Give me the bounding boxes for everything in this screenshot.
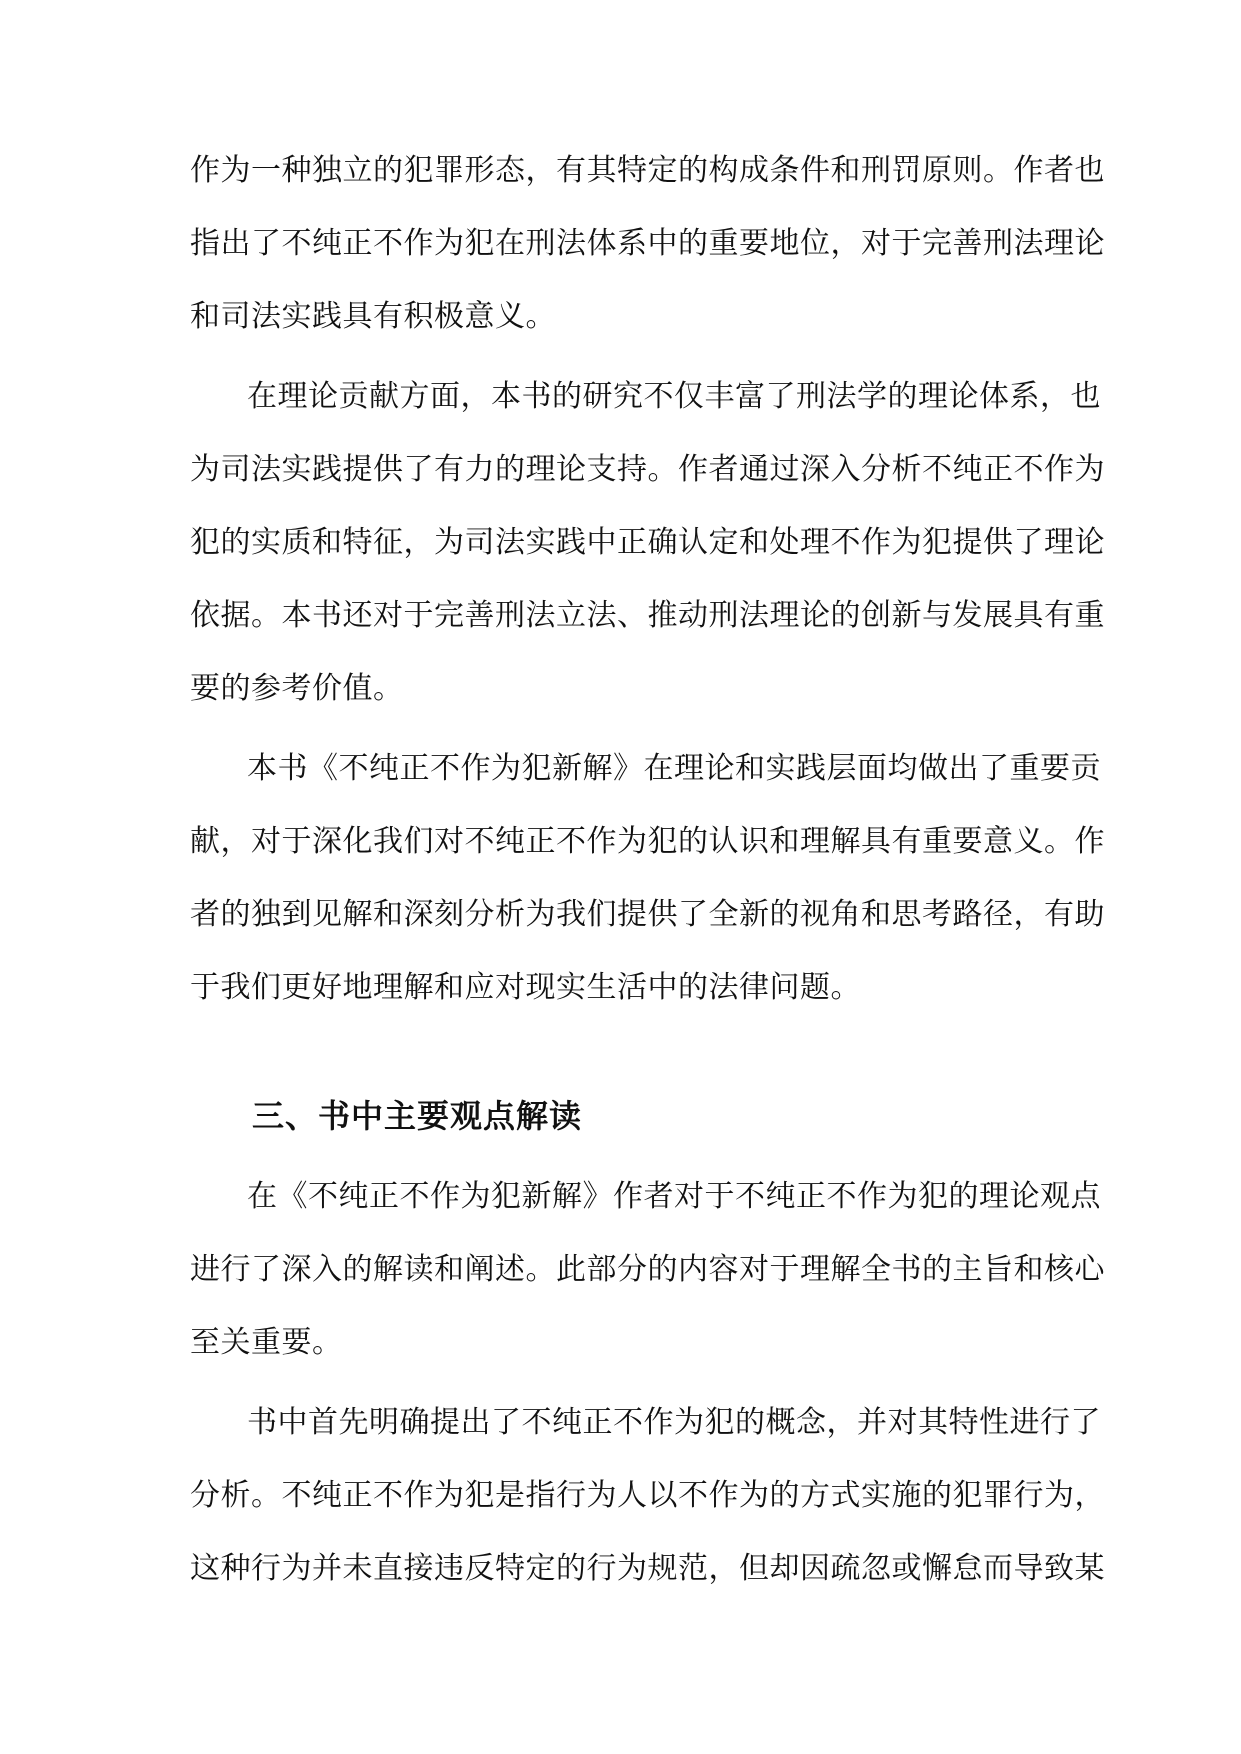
paragraph-5-line-1: 书中首先明确提出了不纯正不作为犯的概念，并对其特性进行了 (247, 1405, 1101, 1440)
paragraph-3-line-1: 本书《不纯正不作为犯新解》在理论和实践层面均做出了重要贡 (247, 751, 1101, 786)
paragraph-5-line-2: 分析。不纯正不作为犯是指行为人以不作为的方式实施的犯罪行为， (190, 1478, 1105, 1513)
paragraph-5-line-3: 这种行为并未直接违反特定的行为规范，但却因疏忽或懈怠而导致某 (190, 1551, 1105, 1586)
paragraph-2-line-4: 依据。本书还对于完善刑法立法、推动刑法理论的创新与发展具有重 (190, 598, 1105, 633)
paragraph-2-line-5: 要的参考价值。 (190, 671, 404, 706)
paragraph-2-line-3: 犯的实质和特征，为司法实践中正确认定和处理不作为犯提供了理论 (190, 525, 1105, 560)
paragraph-1-line-2: 指出了不纯正不作为犯在刑法体系中的重要地位，对于完善刑法理论 (190, 226, 1105, 261)
paragraph-1-line-3: 和司法实践具有积极意义。 (190, 299, 556, 334)
paragraph-4-line-2: 进行了深入的解读和阐述。此部分的内容对于理解全书的主旨和核心 (190, 1252, 1105, 1287)
section-heading: 三、书中主要观点解读 (252, 1097, 583, 1135)
paragraph-2-line-1: 在理论贡献方面，本书的研究不仅丰富了刑法学的理论体系，也 (247, 379, 1101, 414)
paragraph-3-line-3: 者的独到见解和深刻分析为我们提供了全新的视角和思考路径，有助 (190, 897, 1105, 932)
paragraph-3-line-2: 献，对于深化我们对不纯正不作为犯的认识和理解具有重要意义。作 (190, 824, 1105, 859)
paragraph-2-line-2: 为司法实践提供了有力的理论支持。作者通过深入分析不纯正不作为 (190, 452, 1105, 487)
paragraph-3-line-4: 于我们更好地理解和应对现实生活中的法律问题。 (190, 970, 861, 1005)
paragraph-1-line-1: 作为一种独立的犯罪形态，有其特定的构成条件和刑罚原则。作者也 (190, 153, 1105, 188)
paragraph-4-line-3: 至关重要。 (190, 1325, 343, 1360)
paragraph-4-line-1: 在《不纯正不作为犯新解》作者对于不纯正不作为犯的理论观点 (247, 1179, 1101, 1214)
